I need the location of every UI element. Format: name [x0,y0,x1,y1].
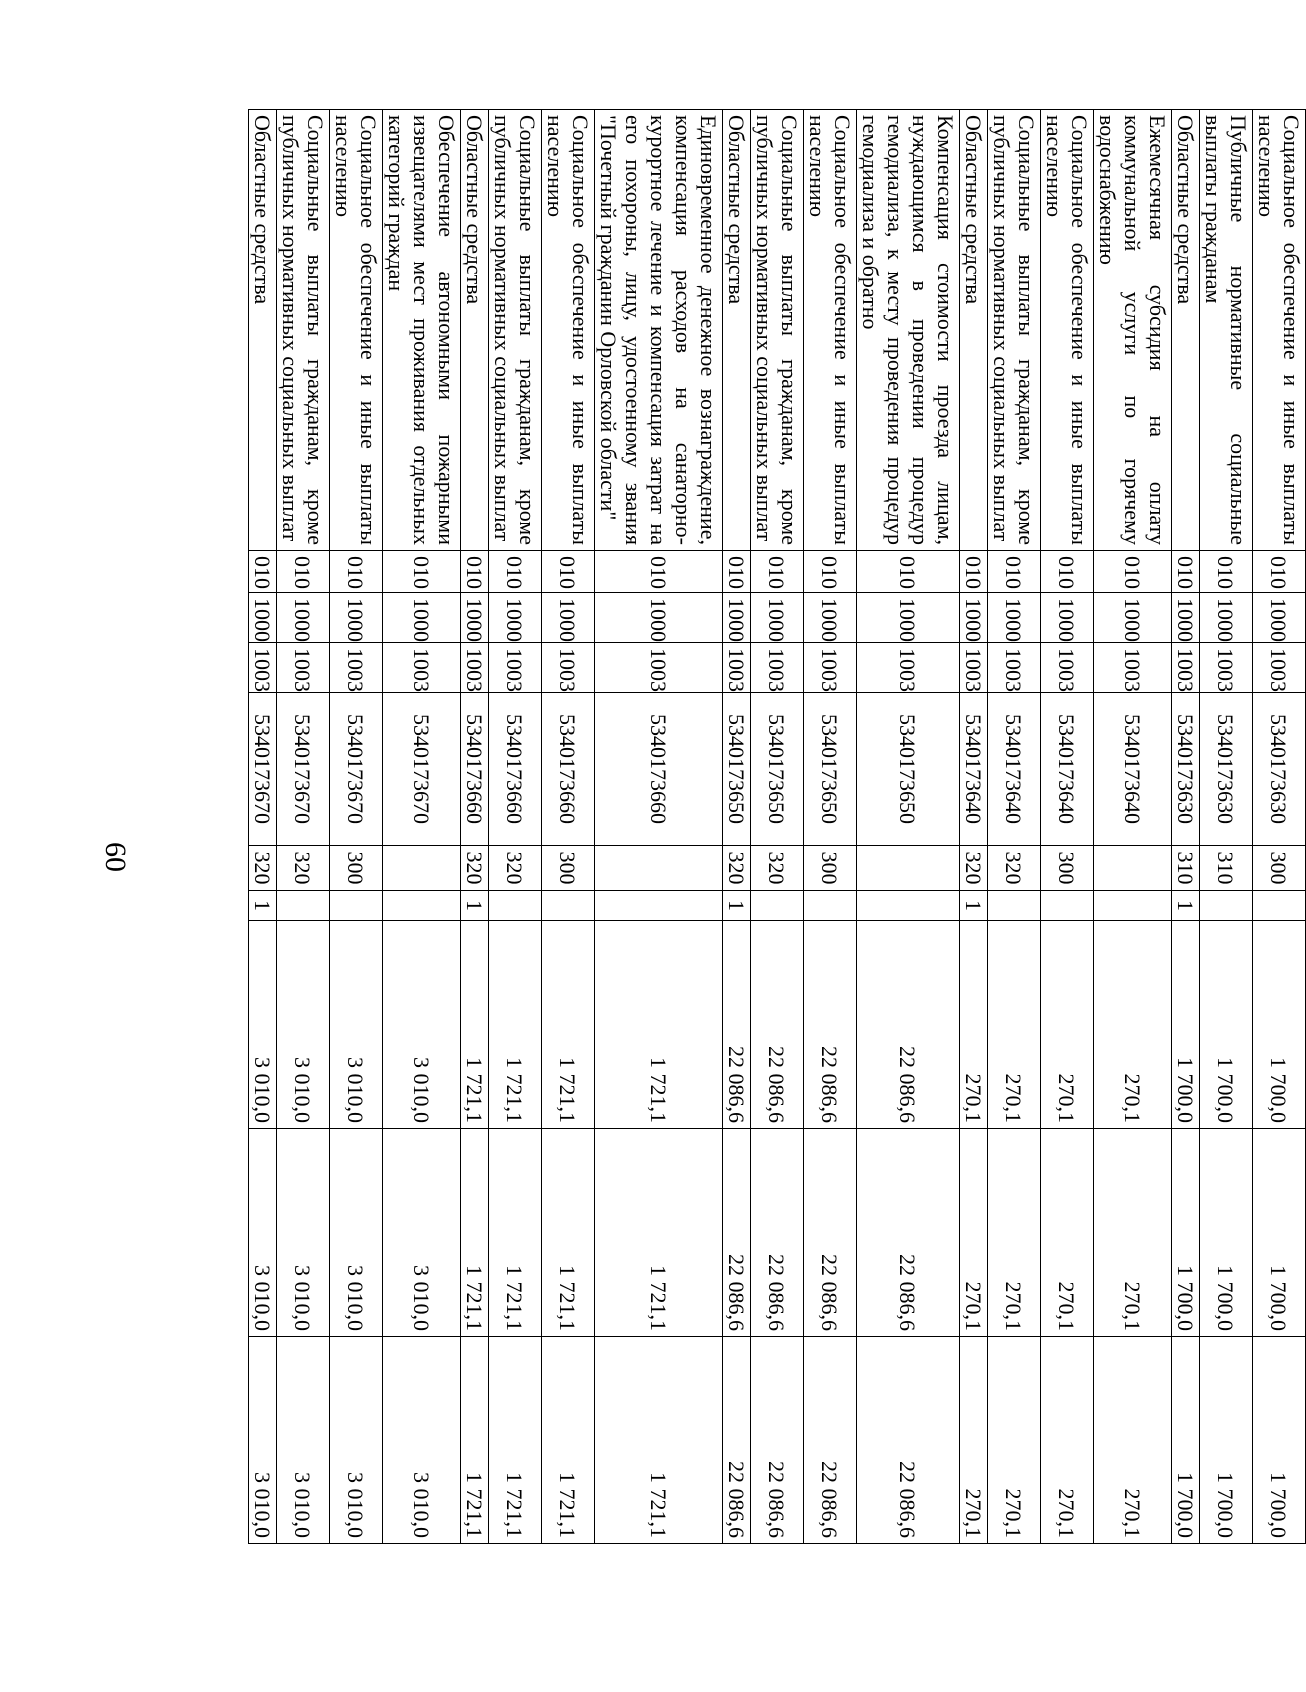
cell-target-article: 5340173670 [383,693,461,846]
cell-grbs: 010 [1041,551,1094,593]
row-name: Социальное обеспечение и иные выплаты населению [542,110,595,551]
cell-source-mark [277,891,330,921]
cell-amount-2: 3 010,0 [277,1129,330,1337]
cell-amount-2: 3 010,0 [249,1129,277,1337]
cell-target-article: 5340173630 [1172,693,1200,846]
cell-section: 1000 [249,593,277,643]
table-row [751,110,804,1544]
cell-section: 1000 [1253,593,1306,643]
cell-subsection: 1003 [723,643,751,693]
cell-amount-2: 1 721,1 [489,1129,542,1337]
cell-amount-3: 22 086,6 [804,1337,857,1544]
cell-source-mark: 1 [1172,891,1200,921]
cell-source-mark: 1 [249,891,277,921]
cell-amount-2: 1 700,0 [1172,1129,1200,1337]
cell-grbs: 010 [723,551,751,593]
cell-expense-type: 310 [1200,846,1253,891]
cell-grbs: 010 [277,551,330,593]
cell-target-article: 5340173660 [595,693,723,846]
cell-amount-3: 3 010,0 [277,1337,330,1544]
cell-amount-3: 270,1 [1094,1337,1172,1544]
cell-subsection: 1003 [1094,643,1172,693]
cell-expense-type [857,846,960,891]
row-name: Компенсация стоимости проезда лицам, нуждающимся в проведении процедур гемодиализа, к месту проведения процедур гемодиализа и обратно [857,110,960,551]
row-name: Публичные нормативные социальные выплаты гражданам [1200,110,1253,551]
cell-amount-1: 1 721,1 [595,921,723,1129]
cell-target-article: 5340173640 [1041,693,1094,846]
cell-expense-type: 320 [461,846,489,891]
cell-expense-type: 300 [1253,846,1306,891]
cell-amount-1: 3 010,0 [277,921,330,1129]
cell-expense-type: 300 [1041,846,1094,891]
cell-amount-2: 1 700,0 [1200,1129,1253,1337]
cell-target-article: 5340173670 [277,693,330,846]
cell-expense-type: 320 [277,846,330,891]
cell-grbs: 010 [461,551,489,593]
cell-source-mark [988,891,1041,921]
cell-section: 1000 [751,593,804,643]
cell-amount-2: 1 721,1 [542,1129,595,1337]
cell-expense-type [595,846,723,891]
cell-expense-type: 320 [751,846,804,891]
cell-subsection: 1003 [804,643,857,693]
cell-amount-3: 22 086,6 [857,1337,960,1544]
row-name: Ежемесячная субсидия на оплату коммунальной услуги по горячему водоснабжению [1094,110,1172,551]
cell-grbs: 010 [542,551,595,593]
cell-grbs: 010 [960,551,988,593]
cell-expense-type: 320 [960,846,988,891]
cell-subsection: 1003 [277,643,330,693]
cell-target-article: 5340173650 [751,693,804,846]
table-row [277,110,330,1544]
cell-amount-3: 3 010,0 [383,1337,461,1544]
cell-source-mark [542,891,595,921]
cell-subsection: 1003 [489,643,542,693]
table-row [804,110,857,1544]
cell-section: 1000 [383,593,461,643]
cell-amount-3: 22 086,6 [723,1337,751,1544]
cell-grbs: 010 [383,551,461,593]
cell-source-mark [489,891,542,921]
cell-expense-type [1094,846,1172,891]
rotated-page [250,109,1306,1543]
cell-target-article: 5340173660 [542,693,595,846]
cell-amount-1: 3 010,0 [249,921,277,1129]
cell-amount-3: 1 721,1 [489,1337,542,1544]
cell-target-article: 5340173630 [1200,693,1253,846]
cell-target-article: 5340173660 [461,693,489,846]
table-row [723,110,751,1544]
cell-grbs: 010 [804,551,857,593]
table-row [249,110,277,1544]
cell-grbs: 010 [1094,551,1172,593]
cell-amount-2: 1 721,1 [595,1129,723,1337]
cell-section: 1000 [542,593,595,643]
row-name: Социальное обеспечение и иные выплаты населению [1041,110,1094,551]
row-name: Социальное обеспечение и иные выплаты населению [1253,110,1306,551]
cell-subsection: 1003 [542,643,595,693]
row-name: Областные средства [1172,110,1200,551]
cell-section: 1000 [330,593,383,643]
cell-amount-2: 270,1 [1041,1129,1094,1337]
cell-source-mark [595,891,723,921]
cell-section: 1000 [1200,593,1253,643]
cell-amount-3: 22 086,6 [751,1337,804,1544]
cell-subsection: 1003 [595,643,723,693]
cell-expense-type: 300 [804,846,857,891]
cell-subsection: 1003 [1041,643,1094,693]
cell-amount-3: 1 700,0 [1200,1337,1253,1544]
cell-amount-1: 3 010,0 [330,921,383,1129]
table-row [1041,110,1094,1544]
table-row [960,110,988,1544]
cell-section: 1000 [595,593,723,643]
cell-amount-2: 22 086,6 [723,1129,751,1337]
table-row [330,110,383,1544]
cell-grbs: 010 [1253,551,1306,593]
cell-subsection: 1003 [330,643,383,693]
cell-grbs: 010 [988,551,1041,593]
cell-grbs: 010 [751,551,804,593]
budget-table [248,109,1306,1544]
cell-amount-2: 270,1 [1094,1129,1172,1337]
cell-amount-2: 22 086,6 [804,1129,857,1337]
cell-amount-1: 1 721,1 [542,921,595,1129]
cell-amount-1: 22 086,6 [751,921,804,1129]
cell-subsection: 1003 [249,643,277,693]
cell-source-mark: 1 [723,891,751,921]
cell-amount-3: 270,1 [1041,1337,1094,1544]
cell-amount-3: 1 721,1 [461,1337,489,1544]
cell-section: 1000 [804,593,857,643]
cell-subsection: 1003 [751,643,804,693]
cell-section: 1000 [960,593,988,643]
row-name: Социальные выплаты гражданам, кроме публичных нормативных социальных выплат [751,110,804,551]
cell-expense-type: 320 [723,846,751,891]
cell-target-article: 5340173640 [1094,693,1172,846]
cell-source-mark [1041,891,1094,921]
cell-amount-1: 22 086,6 [804,921,857,1129]
cell-amount-1: 3 010,0 [383,921,461,1129]
cell-amount-1: 1 700,0 [1200,921,1253,1129]
table-row [1172,110,1200,1544]
cell-source-mark [1094,891,1172,921]
cell-source-mark [1253,891,1306,921]
cell-amount-3: 270,1 [960,1337,988,1544]
cell-expense-type: 300 [542,846,595,891]
cell-amount-1: 270,1 [960,921,988,1129]
row-name: Социальные выплаты гражданам, кроме публичных нормативных социальных выплат [988,110,1041,551]
cell-source-mark [857,891,960,921]
row-name: Социальное обеспечение и иные выплаты населению [330,110,383,551]
cell-grbs: 010 [1200,551,1253,593]
cell-target-article: 5340173660 [489,693,542,846]
cell-expense-type: 320 [489,846,542,891]
cell-target-article: 5340173640 [960,693,988,846]
cell-source-mark [330,891,383,921]
table-row [857,110,960,1544]
cell-source-mark [751,891,804,921]
cell-amount-2: 1 721,1 [461,1129,489,1337]
cell-section: 1000 [461,593,489,643]
table-row [542,110,595,1544]
cell-source-mark: 1 [461,891,489,921]
cell-grbs: 010 [1172,551,1200,593]
cell-subsection: 1003 [988,643,1041,693]
cell-amount-1: 22 086,6 [723,921,751,1129]
table-row [988,110,1041,1544]
cell-section: 1000 [489,593,542,643]
cell-target-article: 5340173650 [804,693,857,846]
table-row [461,110,489,1544]
cell-subsection: 1003 [1172,643,1200,693]
row-name: Обеспечение автономными пожарными извещателями мест проживания отдельных категорий граждан [383,110,461,551]
cell-amount-1: 270,1 [1041,921,1094,1129]
cell-target-article: 5340173640 [988,693,1041,846]
cell-source-mark [383,891,461,921]
cell-amount-2: 1 700,0 [1253,1129,1306,1337]
cell-subsection: 1003 [1253,643,1306,693]
cell-amount-3: 270,1 [988,1337,1041,1544]
cell-amount-1: 1 700,0 [1253,921,1306,1129]
cell-subsection: 1003 [461,643,489,693]
cell-target-article: 5340173650 [723,693,751,846]
cell-target-article: 5340173670 [330,693,383,846]
cell-subsection: 1003 [857,643,960,693]
cell-amount-1: 270,1 [988,921,1041,1129]
cell-grbs: 010 [595,551,723,593]
cell-grbs: 010 [489,551,542,593]
cell-source-mark [1200,891,1253,921]
cell-section: 1000 [1094,593,1172,643]
cell-amount-3: 1 721,1 [595,1337,723,1544]
cell-amount-2: 22 086,6 [751,1129,804,1337]
cell-subsection: 1003 [1200,643,1253,693]
table-row [595,110,723,1544]
cell-section: 1000 [723,593,751,643]
cell-expense-type: 310 [1172,846,1200,891]
cell-amount-1: 1 721,1 [489,921,542,1129]
cell-amount-1: 22 086,6 [857,921,960,1129]
cell-amount-1: 1 700,0 [1172,921,1200,1129]
cell-amount-3: 3 010,0 [249,1337,277,1544]
row-name: Социальные выплаты гражданам, кроме публичных нормативных социальных выплат [277,110,330,551]
cell-subsection: 1003 [383,643,461,693]
page-number: 60 [99,842,132,872]
cell-expense-type: 300 [330,846,383,891]
cell-expense-type [383,846,461,891]
row-name: Социальные выплаты гражданам, кроме публичных нормативных социальных выплат [489,110,542,551]
row-name: Областные средства [461,110,489,551]
cell-section: 1000 [277,593,330,643]
row-name: Областные средства [723,110,751,551]
table-row [489,110,542,1544]
cell-expense-type: 320 [988,846,1041,891]
cell-amount-3: 1 700,0 [1172,1337,1200,1544]
cell-target-article: 5340173670 [249,693,277,846]
cell-grbs: 010 [857,551,960,593]
table-row [383,110,461,1544]
cell-amount-2: 22 086,6 [857,1129,960,1337]
cell-section: 1000 [988,593,1041,643]
table-body [249,110,1306,1544]
cell-amount-2: 3 010,0 [383,1129,461,1337]
cell-amount-3: 1 700,0 [1253,1337,1306,1544]
cell-section: 1000 [1041,593,1094,643]
cell-amount-2: 270,1 [988,1129,1041,1337]
cell-expense-type: 320 [249,846,277,891]
cell-source-mark [804,891,857,921]
cell-grbs: 010 [249,551,277,593]
cell-amount-2: 270,1 [960,1129,988,1337]
row-name: Областные средства [249,110,277,551]
cell-section: 1000 [1172,593,1200,643]
cell-grbs: 010 [330,551,383,593]
cell-amount-1: 270,1 [1094,921,1172,1129]
cell-target-article: 5340173630 [1253,693,1306,846]
cell-amount-1: 1 721,1 [461,921,489,1129]
cell-amount-3: 3 010,0 [330,1337,383,1544]
cell-section: 1000 [857,593,960,643]
row-name: Социальное обеспечение и иные выплаты населению [804,110,857,551]
cell-source-mark: 1 [960,891,988,921]
cell-amount-3: 1 721,1 [542,1337,595,1544]
cell-amount-2: 3 010,0 [330,1129,383,1337]
row-name: Областные средства [960,110,988,551]
row-name: Единовременное денежное вознаграждение, компенсация расходов на санаторно-курортное лечение и компенсация затрат на его похороны, лицу, удостоенному звания "Почетный гражданин Орловской области" [595,110,723,551]
cell-target-article: 5340173650 [857,693,960,846]
table-row [1094,110,1172,1544]
table-row [1253,110,1306,1544]
table-row [1200,110,1253,1544]
cell-subsection: 1003 [960,643,988,693]
